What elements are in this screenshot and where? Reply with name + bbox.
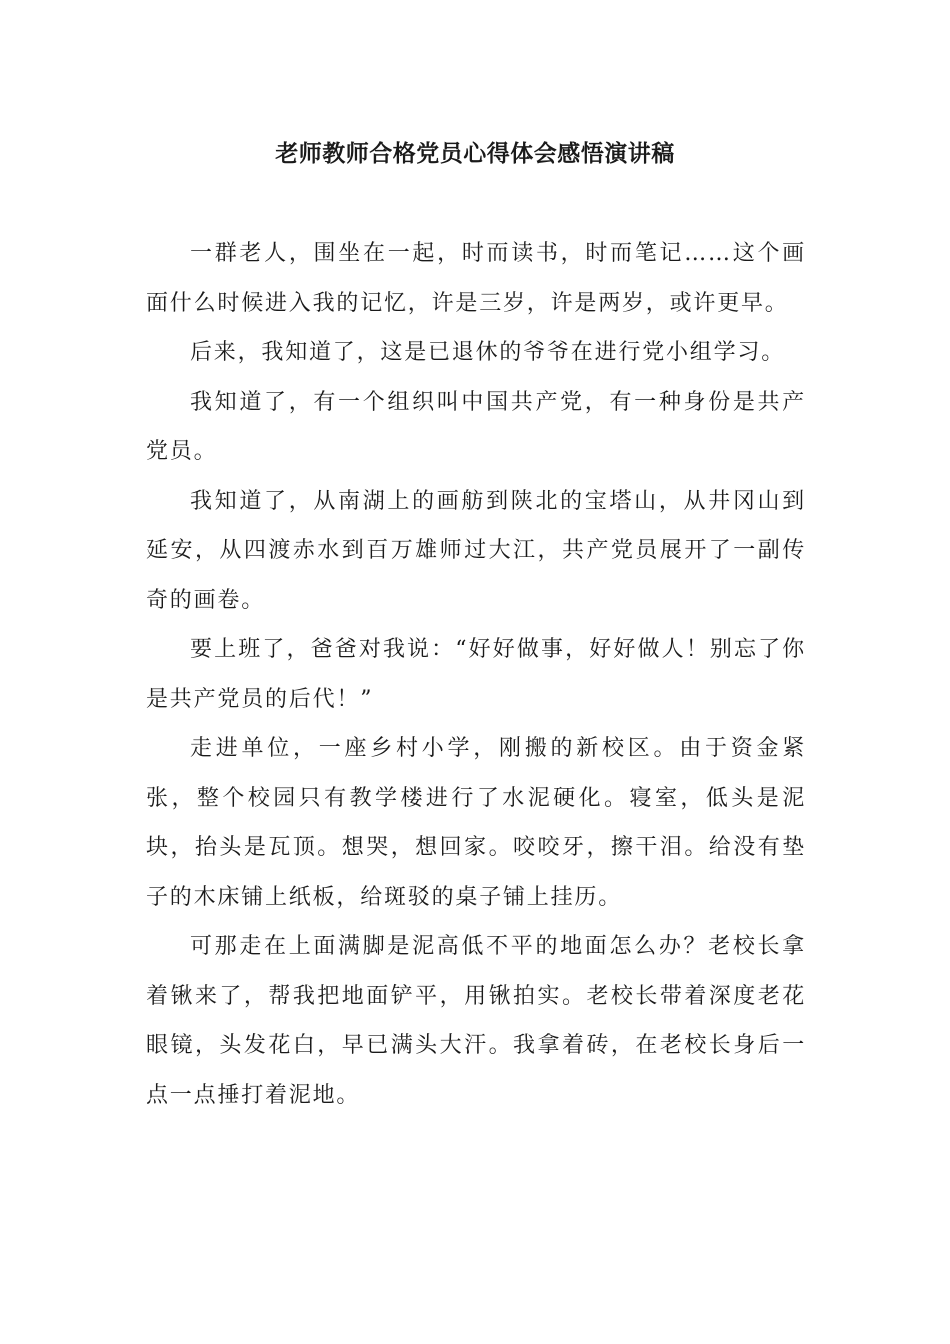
- paragraph: 一群老人，围坐在一起，时而读书，时而笔记……这个画面什么时候进入我的记忆，许是三岁，许是两岁，或许更早。: [146, 241, 806, 316]
- paragraph: 走进单位，一座乡村小学，刚搬的新校区。由于资金紧张，整个校园只有教学楼进行了水泥硬化。寝室，低头是泥块，抬头是瓦顶。想哭，想回家。咬咬牙，擦干泪。给没有垫子的木床铺上纸板，给斑驳的桌子铺上挂历。: [146, 736, 806, 910]
- document-body: [146, 229, 806, 1120]
- paragraph: 要上班了，爸爸对我说：“好好做事，好好做人！别忘了你是共产党员的后代！”: [146, 637, 806, 712]
- paragraph: 我知道了，有一个组织叫中国共产党，有一种身份是共产党员。: [146, 389, 806, 464]
- document-title: 老师教师合格党员心得体会感悟演讲稿: [275, 140, 675, 167]
- paragraph: 我知道了，从南湖上的画舫到陕北的宝塔山，从井冈山到延安，从四渡赤水到百万雄师过大江，共产党员展开了一副传奇的画卷。: [146, 488, 806, 613]
- paragraph: 后来，我知道了，这是已退休的爷爷在进行党小组学习。: [190, 340, 786, 365]
- paragraph: 可那走在上面满脚是泥高低不平的地面怎么办？老校长拿着锹来了，帮我把地面铲平，用锹拍实。老校长带着深度老花眼镜，头发花白，早已满头大汗。我拿着砖，在老校长身后一点一点捶打着泥地。: [146, 934, 806, 1108]
